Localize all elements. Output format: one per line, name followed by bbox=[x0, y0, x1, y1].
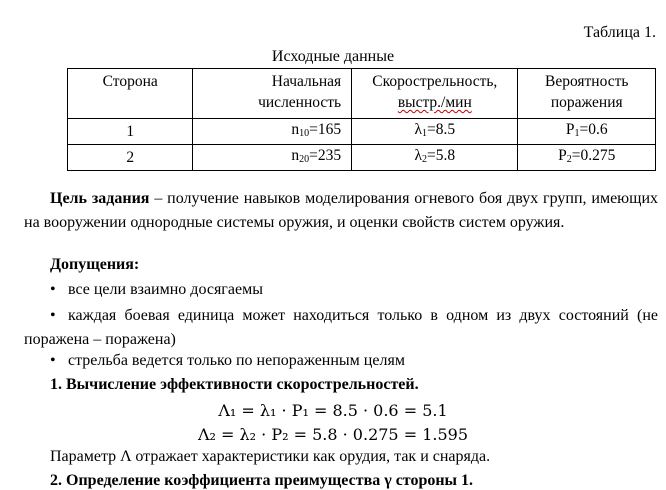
cell-initial-count: $n_{20}=235$ bbox=[193, 145, 352, 171]
list-item: • стрельба ведется только по непораженным целям bbox=[50, 352, 405, 369]
formula-lambda-2: Λ₂ = λ₂ · P₂ = 5.8 · 0.275 = 1.595 bbox=[197, 425, 468, 444]
header-hit-probability: Вероятность поражения bbox=[518, 69, 656, 119]
header-initial-count: Начальная численность bbox=[193, 69, 352, 119]
formula-lambda-1: Λ₁ = λ₁ · P₁ = 8.5 · 0.6 = 5.1 bbox=[218, 401, 448, 420]
cell-hit-probability: $P_1=0.6$ bbox=[518, 119, 656, 145]
bullet-icon: • bbox=[50, 307, 56, 324]
assumptions-title: Допущения: bbox=[50, 256, 140, 273]
header-side: Сторона bbox=[68, 69, 193, 119]
cell-side: 2 bbox=[68, 145, 193, 171]
cell-initial-count: $n_{10}=165$ bbox=[193, 119, 352, 145]
table-caption: Исходные данные bbox=[271, 48, 395, 65]
table-row bbox=[68, 145, 656, 171]
cell-fire-rate: $\lambda_1=8.5$ bbox=[352, 119, 518, 145]
goal-text: – получение навыков моделирования огневого боя двух групп, имеющих на вооружении однородные системы оружия, и оценки свойств систем оружия. bbox=[24, 190, 659, 231]
section-2-title: 2. Определение коэффициента преимущества γ стороны 1. bbox=[50, 472, 474, 489]
goal-label: Цель задания bbox=[50, 190, 150, 207]
table-row bbox=[68, 119, 656, 145]
initial-data-table bbox=[67, 68, 656, 171]
cell-side: 1 bbox=[68, 119, 193, 145]
cell-hit-probability: $P_2=0.275$ bbox=[518, 145, 656, 171]
bullet-icon: • bbox=[50, 352, 56, 369]
list-item: • каждая боевая единица может находиться только в одном из двух состояний (не поражена – поражена) bbox=[24, 304, 658, 351]
bullet-icon: • bbox=[50, 281, 56, 298]
header-fire-rate: Скорострельность, выстр./мин bbox=[352, 69, 518, 119]
table-number: Таблица 1. bbox=[583, 24, 656, 41]
table-header-row bbox=[68, 69, 656, 119]
list-item: • все цели взаимно досягаемы bbox=[50, 281, 263, 298]
section-1-title: 1. Вычисление эффективности скорострельностей. bbox=[50, 376, 419, 393]
parameter-note: Параметр Λ отражает характеристики как орудия, так и снаряда. bbox=[50, 448, 491, 465]
cell-fire-rate: $\lambda_2=5.8$ bbox=[352, 145, 518, 171]
goal-paragraph bbox=[24, 187, 658, 234]
